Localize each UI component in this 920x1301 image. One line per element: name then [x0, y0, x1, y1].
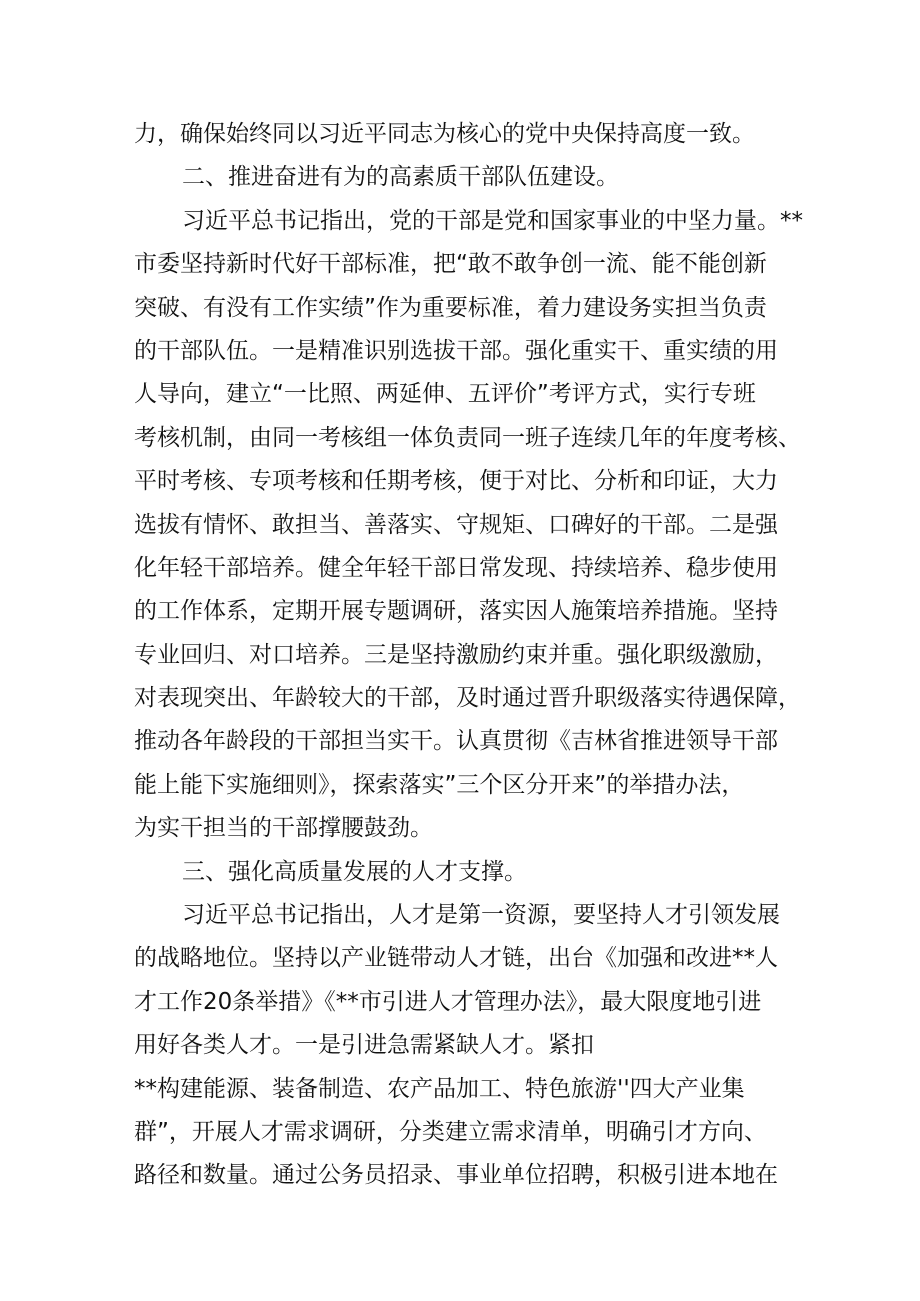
text-line-24: 群”，开展人才需求调研，分类建立需求清单，明确引才方向、 [134, 1118, 767, 1145]
text-line-11: 化年轻干部培养。健全年轻干部日常发现、持续培养、稳步使用 [134, 554, 778, 581]
text-line-4: 市委坚持新时代好干部标准，把“敢不敢争创一流、能不能创新 [134, 251, 767, 278]
text-line-14: 对表现突出、年龄较大的干部，及时通过晋升职级落实待遇保障， [134, 685, 801, 712]
text-line-8: 考核机制，由同一考核组一体负责同一班子连续几年的年度考核、 [134, 424, 801, 451]
text-line-5: 突破、有没有工作实绩”作为重要标准，着力建设务实担当负责 [134, 294, 767, 321]
text-line-16: 能上能下实施细则》，探索落实”三个区分开来”的举措办法， [134, 771, 745, 798]
text-line-17: 为实干担当的干部撑腰鼓劲。 [134, 815, 433, 842]
text-line-23: **构建能源、装备制造、农产品加工、特色旅游''四大产业集 [134, 1075, 745, 1102]
text-line-10: 选拔有情怀、敢担当、善落实、守规矩、口碑好的干部。二是强 [134, 511, 778, 538]
text-line-7: 人导向，建立“一比照、两延伸、五评价”考评方式，实行专班 [134, 381, 756, 408]
text-line-9: 平时考核、专项考核和任期考核，便于对比、分析和印证，大力 [134, 468, 778, 495]
text-line-3: 习近平总书记指出，党的干部是党和国家事业的中坚力量。** [182, 207, 803, 234]
section-heading-2: 二、推进奋进有为的高素质干部队伍建设。 [182, 164, 619, 191]
text-line-15: 推动各年龄段的干部担当实干。认真贯彻《吉林省推进领导干部 [134, 728, 778, 755]
section-heading-3: 三、强化高质量发展的人才支撑。 [182, 858, 527, 885]
document-body [134, 113, 803, 1198]
text-line-21: 才工作20条举措》《**市引进人才管理办法》，最大限度地引进 [134, 988, 762, 1015]
text-line-22: 用好各类人才。一是引进急需紧缺人才。紧扣 [134, 1032, 594, 1059]
text-line-12: 的工作体系，定期开展专题调研，落实因人施策培养措施。坚持 [134, 598, 778, 625]
text-line-19: 习近平总书记指出，人才是第一资源，要坚持人才引领发展 [182, 902, 780, 929]
text-line-1: 力，确保始终同以习近平同志为核心的党中央保持高度一致。 [134, 121, 755, 147]
text-line-25: 路径和数量。通过公务员招录、事业单位招聘，积极引进本地在 [134, 1162, 778, 1189]
text-line-13: 专业回归、对口培养。三是坚持激励约束并重。强化职级激励， [134, 641, 778, 668]
text-line-6: 的干部队伍。一是精准识别选拔干部。强化重实干、重实绩的用 [134, 337, 778, 364]
text-line-20: 的战略地位。坚持以产业链带动人才链，出台《加强和改进**人 [134, 945, 778, 972]
